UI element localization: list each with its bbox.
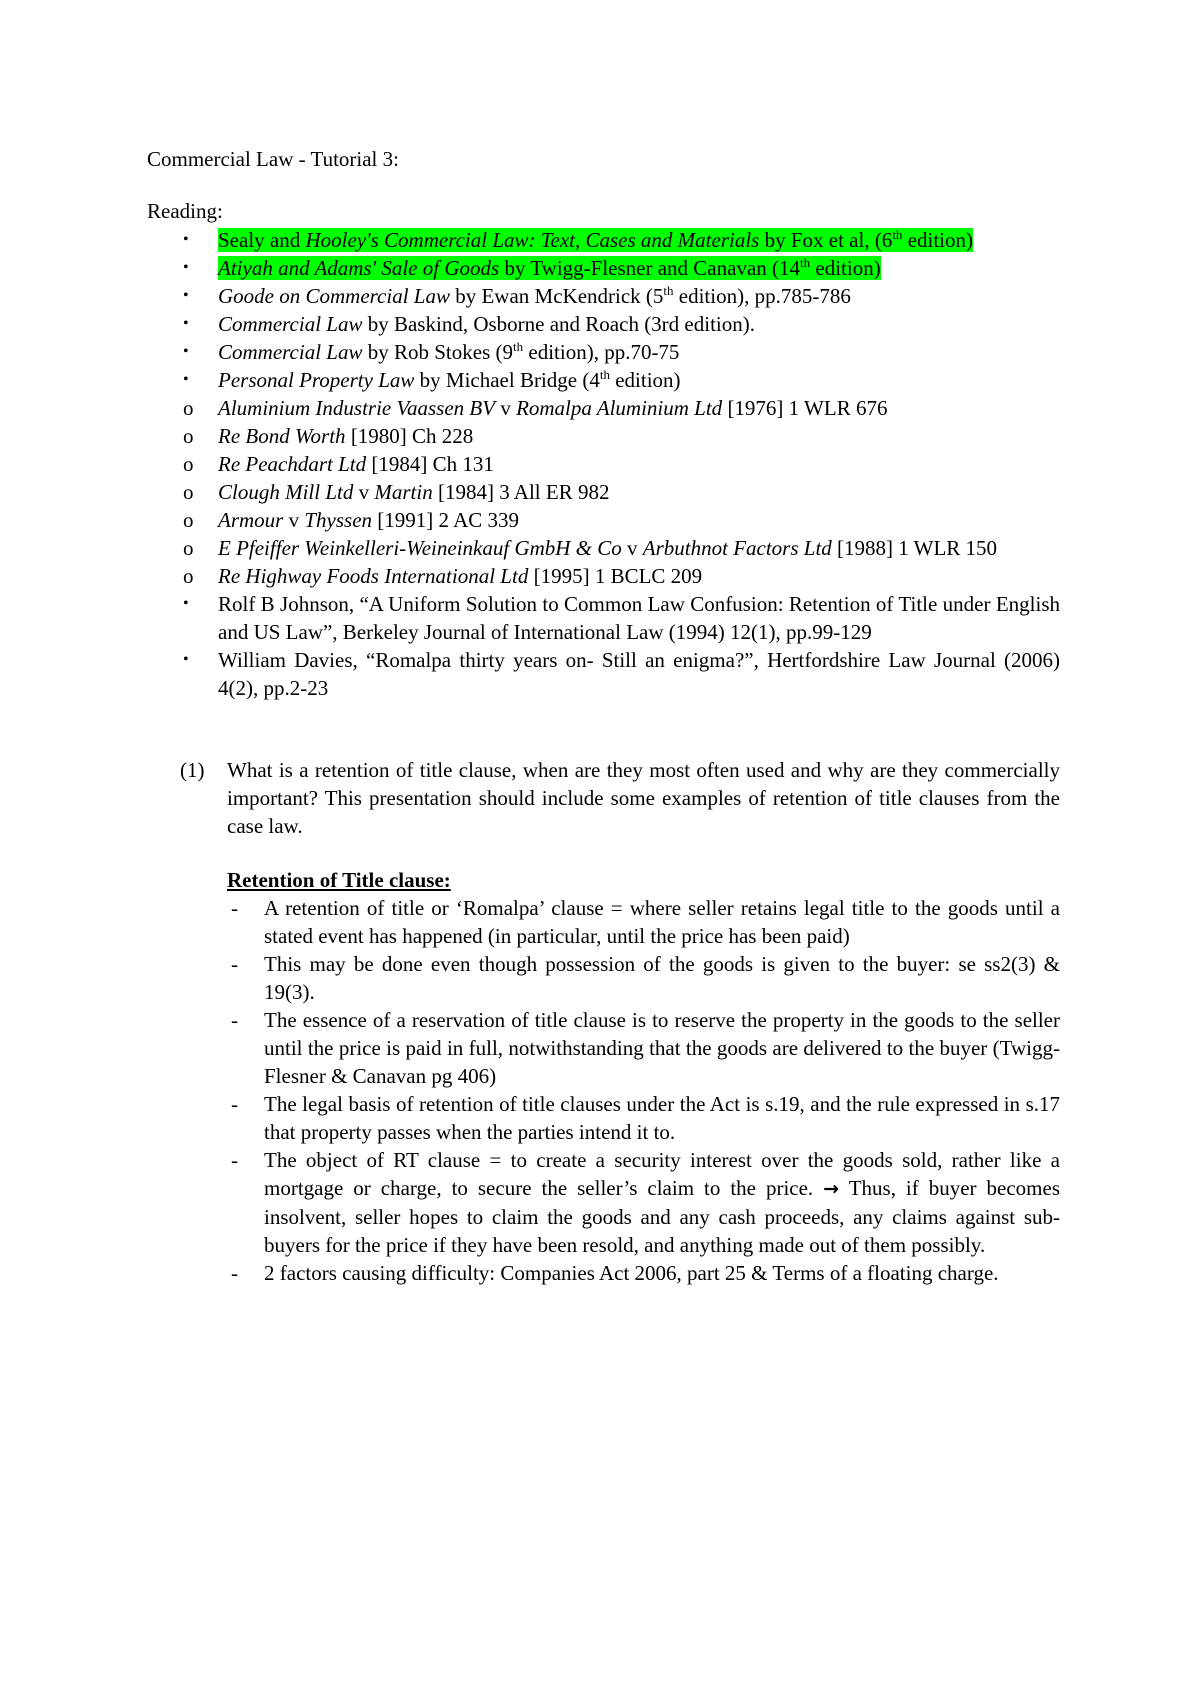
- points-list: [227, 894, 1060, 1287]
- point-item: [227, 1146, 1060, 1259]
- reading-label: Reading:: [147, 199, 223, 223]
- reading-item: [147, 394, 1060, 422]
- bullet-marker: •: [183, 651, 189, 668]
- reading-item-text: E Pfeiffer Weinkelleri-Weineinkauf GmbH & Co v Arbuthnot Factors Ltd [1988] 1 WLR 150: [218, 536, 998, 560]
- point-text: This may be done even though possession of the goods is given to the buyer: se ss2(3) & 19(3).: [264, 952, 1060, 1004]
- point-text-continued: Thus, if buyer becomes insolvent, seller hopes to claim the goods and any cash proceeds, any claims against sub-buyers for the price if they have been resold, and anything made out of them possibly.: [264, 1176, 1061, 1257]
- reading-item-text: Re Bond Worth [1980] Ch 228: [218, 424, 474, 448]
- point-item: [227, 894, 1060, 950]
- dash-marker: -: [231, 952, 238, 976]
- reading-item: [147, 226, 1060, 254]
- reading-item-text: Aluminium Industrie Vaassen BV v Romalpa Aluminium Ltd [1976] 1 WLR 676: [218, 396, 888, 420]
- bullet-marker: •: [183, 259, 189, 276]
- case-marker: o: [183, 508, 194, 532]
- case-marker: o: [183, 452, 194, 476]
- reading-item-text: Atiyah and Adams' Sale of Goods by Twigg-Flesner and Canavan (14th edition): [218, 255, 881, 280]
- section-heading: Retention of Title clause:: [227, 868, 451, 892]
- reading-item: [147, 506, 1060, 534]
- reading-item-text: Sealy and Hooley's Commercial Law: Text, Cases and Materials by Fox et al, (6th edition): [218, 227, 974, 252]
- reading-item: [147, 338, 1060, 366]
- reading-item: [147, 534, 1060, 562]
- reading-item-text: Re Highway Foods International Ltd [1995] 1 BCLC 209: [218, 564, 703, 588]
- bullet-marker: •: [183, 343, 189, 360]
- reading-item: [147, 422, 1060, 450]
- bullet-marker: •: [183, 287, 189, 304]
- reading-item-text: Goode on Commercial Law by Ewan McKendrick (5th edition), pp.785-786: [218, 283, 851, 308]
- reading-item-text: Commercial Law by Rob Stokes (9th edition), pp.70-75: [218, 339, 680, 364]
- reading-item: [147, 590, 1060, 646]
- case-marker: o: [183, 564, 194, 588]
- question-number: (1): [180, 758, 205, 782]
- reading-item: [147, 562, 1060, 590]
- reading-item-text: William Davies, “Romalpa thirty years on- Still an enigma?”, Hertfordshire Law Journal (2006) 4(2), pp.2-23: [218, 648, 1060, 700]
- arrow-right-icon: →: [823, 1178, 840, 1200]
- bullet-marker: •: [183, 231, 189, 248]
- case-marker: o: [183, 424, 194, 448]
- question-text: What is a retention of title clause, when are they most often used and why are they commercially important? This presentation should include some examples of retention of title clauses from the case law.: [227, 758, 1060, 838]
- dash-marker: -: [231, 1008, 238, 1032]
- reading-item-text: Personal Property Law by Michael Bridge (4th edition): [218, 367, 681, 392]
- reading-item-text: Armour v Thyssen [1991] 2 AC 339: [218, 508, 520, 532]
- reading-item: [147, 646, 1060, 702]
- point-text: The essence of a reservation of title clause is to reserve the property in the goods to the seller until the price is paid in full, notwithstanding that the goods are delivered to the buyer (Twigg-Flesner & Canavan pg 406): [264, 1008, 1060, 1088]
- point-item: [227, 1259, 1060, 1287]
- bullet-marker: •: [183, 595, 189, 612]
- dash-marker: -: [231, 1092, 238, 1116]
- case-marker: o: [183, 536, 194, 560]
- reading-item-text: Commercial Law by Baskind, Osborne and Roach (3rd edition).: [218, 312, 755, 336]
- reading-item: [147, 478, 1060, 506]
- bullet-marker: •: [183, 315, 189, 332]
- point-text: The legal basis of retention of title clauses under the Act is s.19, and the rule expressed in s.17 that property passes when the parties intend it to.: [264, 1092, 1060, 1144]
- reading-list: [147, 226, 1060, 702]
- dash-marker: -: [231, 1261, 238, 1285]
- reading-item: [147, 310, 1060, 338]
- case-marker: o: [183, 480, 194, 504]
- dash-marker: -: [231, 896, 238, 920]
- question-1: [147, 756, 1060, 840]
- document-title: Commercial Law - Tutorial 3:: [147, 147, 399, 171]
- reading-item: [147, 366, 1060, 394]
- reading-item: [147, 450, 1060, 478]
- point-item: [227, 1090, 1060, 1146]
- point-text: 2 factors causing difficulty: Companies Act 2006, part 25 & Terms of a floating charge.: [264, 1261, 999, 1285]
- point-item: [227, 950, 1060, 1006]
- reading-item-text: Clough Mill Ltd v Martin [1984] 3 All ER 982: [218, 480, 610, 504]
- point-text: A retention of title or ‘Romalpa’ clause = where seller retains legal title to the goods until a stated event has happened (in particular, until the price has been paid): [264, 896, 1060, 948]
- reading-item-text: Re Peachdart Ltd [1984] Ch 131: [218, 452, 494, 476]
- case-marker: o: [183, 396, 194, 420]
- reading-item: [147, 282, 1060, 310]
- bullet-marker: •: [183, 371, 189, 388]
- dash-marker: -: [231, 1148, 238, 1172]
- reading-item-text: Rolf B Johnson, “A Uniform Solution to Common Law Confusion: Retention of Title under English and US Law”, Berkeley Journal of International Law (1994) 12(1), pp.99-129: [218, 592, 1060, 644]
- reading-item: [147, 254, 1060, 282]
- point-item: [227, 1006, 1060, 1090]
- point-text: The object of RT clause = to create a security interest over the goods sold, rather like a mortgage or charge, to secure the seller’s claim to the price.: [264, 1148, 1060, 1200]
